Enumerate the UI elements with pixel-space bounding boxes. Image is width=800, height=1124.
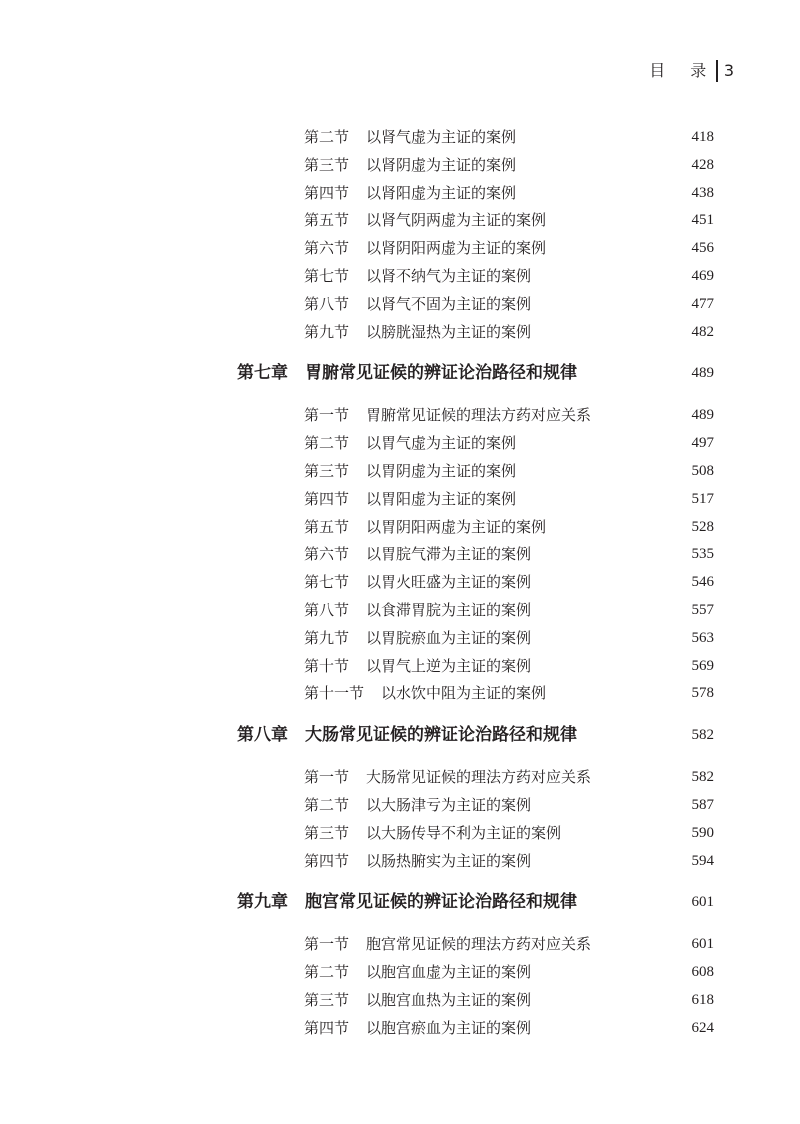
section-title: 以膀胱湿热为主证的案例 bbox=[366, 322, 532, 341]
section-page-number: 451 bbox=[691, 212, 714, 229]
section-entry[interactable] bbox=[0, 541, 800, 569]
chapter-page-number: 489 bbox=[691, 365, 714, 382]
chapter-entry[interactable] bbox=[0, 722, 800, 749]
section-title: 以肾气虚为主证的案例 bbox=[366, 128, 517, 146]
section-entry[interactable] bbox=[0, 569, 800, 597]
section-label: 第六节 bbox=[304, 239, 350, 258]
section-label: 第四节 bbox=[304, 1018, 350, 1037]
section-label: 第二节 bbox=[304, 434, 350, 453]
section-entry[interactable] bbox=[0, 124, 800, 152]
section-title: 以胞宫血虚为主证的案例 bbox=[366, 963, 532, 982]
section-label: 第五节 bbox=[304, 517, 350, 536]
section-page-number: 418 bbox=[691, 129, 714, 145]
section-label: 第四节 bbox=[304, 851, 350, 870]
section-title: 以肠热腑实为主证的案例 bbox=[366, 851, 532, 870]
section-label: 第四节 bbox=[304, 183, 350, 202]
section-label: 第三节 bbox=[304, 155, 350, 174]
section-page-number: 438 bbox=[691, 184, 714, 201]
section-title: 以胃阳虚为主证的案例 bbox=[366, 489, 517, 508]
section-label: 第三节 bbox=[304, 461, 350, 480]
section-page-number: 546 bbox=[691, 574, 714, 591]
section-label: 第一节 bbox=[304, 935, 350, 954]
section-title: 胞宫常见证候的理法方药对应关系 bbox=[366, 935, 592, 954]
chapter-page-number: 582 bbox=[691, 727, 714, 744]
section-entry[interactable] bbox=[0, 319, 800, 347]
running-head-divider bbox=[716, 60, 718, 82]
section-label: 第三节 bbox=[304, 990, 350, 1009]
section-page-number: 489 bbox=[691, 407, 714, 424]
section-page-number: 535 bbox=[691, 546, 714, 563]
section-page-number: 582 bbox=[691, 769, 714, 786]
section-entry[interactable] bbox=[0, 1015, 800, 1043]
section-entry[interactable] bbox=[0, 597, 800, 625]
section-entry[interactable] bbox=[0, 987, 800, 1015]
section-entry[interactable] bbox=[0, 792, 800, 820]
section-page-number: 594 bbox=[691, 852, 714, 869]
section-label: 第六节 bbox=[304, 545, 350, 564]
running-head-page-number: 3 bbox=[723, 61, 734, 80]
section-entry[interactable] bbox=[0, 486, 800, 514]
section-label: 第二节 bbox=[304, 963, 350, 982]
table-of-contents bbox=[0, 124, 800, 1043]
section-title: 以胃气上逆为主证的案例 bbox=[366, 656, 532, 675]
section-page-number: 508 bbox=[691, 462, 714, 479]
section-page-number: 578 bbox=[691, 685, 714, 702]
section-title: 以胞宫瘀血为主证的案例 bbox=[366, 1018, 532, 1037]
section-entry[interactable] bbox=[0, 848, 800, 876]
chapter-label: 第八章 bbox=[237, 725, 288, 746]
section-title: 以食滞胃脘为主证的案例 bbox=[366, 600, 532, 619]
section-title: 以胃火旺盛为主证的案例 bbox=[366, 573, 532, 592]
section-label: 第一节 bbox=[304, 768, 350, 787]
section-entry[interactable] bbox=[0, 291, 800, 319]
section-page-number: 563 bbox=[691, 629, 714, 646]
section-label: 第一节 bbox=[304, 406, 350, 425]
chapter-entry[interactable] bbox=[0, 360, 800, 387]
section-page-number: 624 bbox=[691, 1019, 714, 1036]
chapter-title: 胞宫常见证候的辨证论治路径和规律 bbox=[305, 892, 577, 913]
section-entry[interactable] bbox=[0, 430, 800, 458]
section-entry[interactable] bbox=[0, 680, 800, 708]
section-entry[interactable] bbox=[0, 514, 800, 542]
section-label: 第七节 bbox=[304, 573, 350, 592]
section-label: 第八节 bbox=[304, 294, 350, 313]
chapter-title: 大肠常见证候的辨证论治路径和规律 bbox=[305, 725, 577, 746]
section-title: 以大肠传导不利为主证的案例 bbox=[366, 823, 562, 842]
section-page-number: 469 bbox=[691, 267, 714, 284]
section-label: 第九节 bbox=[304, 628, 350, 647]
section-title: 以肾气不固为主证的案例 bbox=[366, 294, 532, 313]
section-label: 第十节 bbox=[304, 656, 350, 675]
section-entry[interactable] bbox=[0, 458, 800, 486]
section-title: 以胞宫血热为主证的案例 bbox=[366, 990, 532, 1009]
chapter-label: 第七章 bbox=[237, 363, 288, 384]
section-entry[interactable] bbox=[0, 180, 800, 208]
section-title: 以胃脘气滞为主证的案例 bbox=[366, 545, 532, 564]
section-title: 以肾阴虚为主证的案例 bbox=[366, 155, 517, 174]
section-label: 第五节 bbox=[304, 211, 350, 230]
section-page-number: 601 bbox=[691, 936, 714, 953]
section-title: 胃腑常见证候的理法方药对应关系 bbox=[366, 406, 592, 425]
chapter-page-number: 601 bbox=[691, 894, 714, 911]
section-title: 大肠常见证候的理法方药对应关系 bbox=[366, 768, 592, 787]
section-page-number: 608 bbox=[691, 964, 714, 981]
section-page-number: 477 bbox=[691, 295, 714, 312]
section-entry[interactable] bbox=[0, 820, 800, 848]
running-head-label: 目 录 bbox=[649, 61, 717, 80]
section-title: 以肾气阴两虚为主证的案例 bbox=[366, 211, 547, 230]
section-label: 第八节 bbox=[304, 600, 350, 619]
section-label: 第十一节 bbox=[304, 684, 365, 703]
section-label: 第四节 bbox=[304, 489, 350, 508]
section-title: 以胃脘瘀血为主证的案例 bbox=[366, 628, 532, 647]
section-page-number: 497 bbox=[691, 435, 714, 452]
section-title: 以大肠津亏为主证的案例 bbox=[366, 795, 532, 814]
section-title: 以胃气虚为主证的案例 bbox=[366, 434, 517, 453]
chapter-title: 胃腑常见证候的辨证论治路径和规律 bbox=[305, 363, 577, 384]
section-page-number: 528 bbox=[691, 518, 714, 535]
section-entry[interactable] bbox=[0, 931, 800, 959]
section-page-number: 590 bbox=[691, 824, 714, 841]
section-page-number: 618 bbox=[691, 991, 714, 1008]
section-entry[interactable] bbox=[0, 235, 800, 263]
section-entry[interactable] bbox=[0, 402, 800, 430]
section-page-number: 482 bbox=[691, 323, 714, 340]
section-title: 以胃阴虚为主证的案例 bbox=[366, 461, 517, 480]
section-title: 以胃阴阳两虚为主证的案例 bbox=[366, 517, 547, 536]
section-entry[interactable] bbox=[0, 959, 800, 987]
section-title: 以肾阴阳两虚为主证的案例 bbox=[366, 239, 547, 258]
chapter-entry[interactable] bbox=[0, 889, 800, 916]
section-page-number: 456 bbox=[691, 240, 714, 257]
section-page-number: 569 bbox=[691, 657, 714, 674]
section-title: 以肾阳虚为主证的案例 bbox=[366, 183, 517, 202]
section-entry[interactable] bbox=[0, 207, 800, 235]
section-entry[interactable] bbox=[0, 152, 800, 180]
section-entry[interactable] bbox=[0, 263, 800, 291]
section-page-number: 517 bbox=[691, 490, 714, 507]
section-label: 第三节 bbox=[304, 823, 350, 842]
section-entry[interactable] bbox=[0, 625, 800, 653]
section-label: 第二节 bbox=[304, 795, 350, 814]
section-label: 第七节 bbox=[304, 266, 350, 285]
section-label: 第九节 bbox=[304, 322, 350, 341]
section-title: 以水饮中阻为主证的案例 bbox=[381, 684, 547, 703]
section-page-number: 587 bbox=[691, 796, 714, 813]
section-entry[interactable] bbox=[0, 653, 800, 681]
section-label: 第二节 bbox=[304, 128, 350, 146]
running-head bbox=[649, 60, 734, 82]
chapter-label: 第九章 bbox=[237, 892, 288, 913]
section-page-number: 428 bbox=[691, 156, 714, 173]
section-entry[interactable] bbox=[0, 764, 800, 792]
section-title: 以肾不纳气为主证的案例 bbox=[366, 266, 532, 285]
section-page-number: 557 bbox=[691, 601, 714, 618]
